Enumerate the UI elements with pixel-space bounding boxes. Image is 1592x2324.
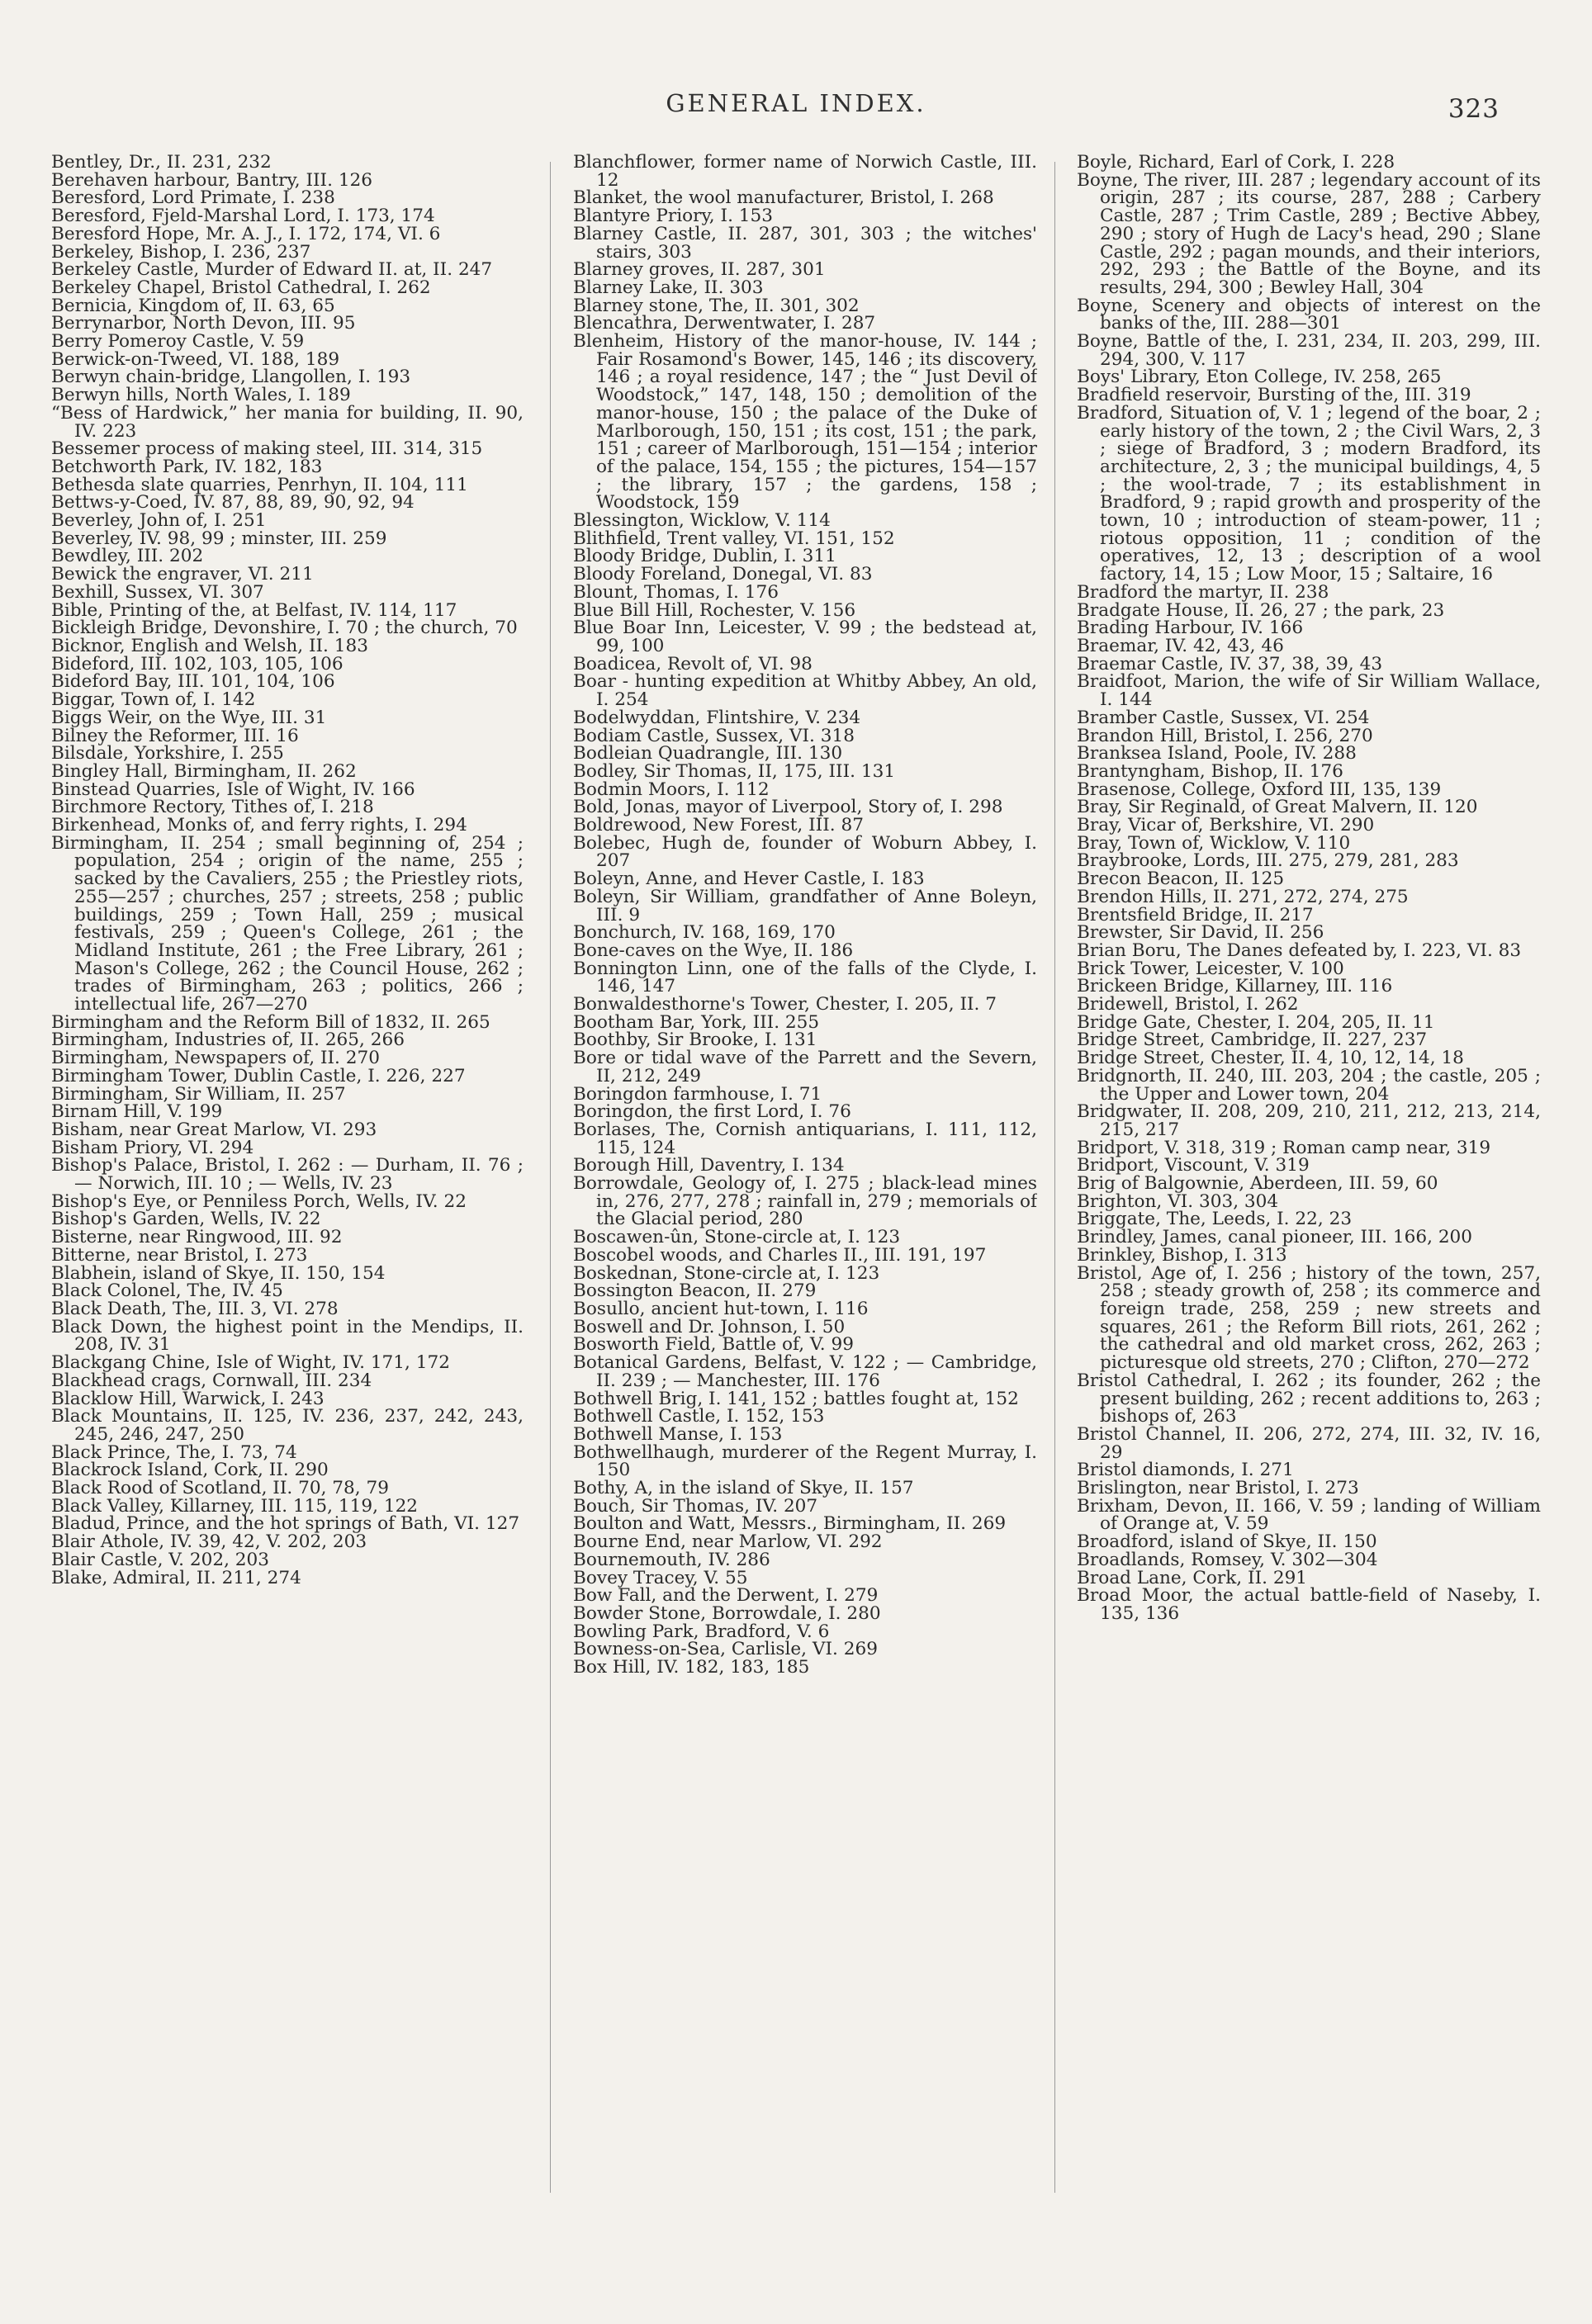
index-entry: Brentsfield Bridge, II. 217 [1077,904,1314,925]
index-entry: Bossington Beacon, II. 279 [573,1280,817,1302]
index-entry: Bothwell Manse, I. 153 [573,1423,783,1445]
index-entry: Betchworth Park, IV. 182, 183 [51,456,323,477]
index-entry: Blithfield, Trent valley, VI. 151, 152 [573,528,895,549]
index-entry: Bewdley, III. 202 [51,546,204,567]
index-entry: Brickeen Bridge, Killarney, III. 116 [1077,976,1393,997]
index-entry: Borrowdale, Geology of, I. 275 ; black-lead mines in, 276, 277, 278 ; rainfall in, 279 ; memorials of the Glacial period, 280 [573,1173,1037,1230]
index-entry: Bodiam Castle, Sussex, VI. 318 [573,725,855,746]
index-entry: Bilney the Reformer, III. 16 [51,725,299,746]
index-entry: Bowder Stone, Borrowdale, I. 280 [573,1602,881,1624]
index-entry: Biggs Weir, on the Wye, III. 31 [51,707,327,728]
index-entry: Bodleian Quadrangle, III. 130 [573,743,843,764]
index-entry: Bray, Town of, Wicklow, V. 110 [1077,832,1351,854]
index-entry: Blue Boar Inn, Leicester, V. 99 ; the bedstead at, 99, 100 [573,618,1037,656]
index-entry: Black Death, The, III. 3, VI. 278 [51,1299,339,1319]
index-entry: Birmingham, II. 254 ; small beginning of, 254 ; population, 254 ; origin of the name, 255 ; sacked by the Cavaliers, 255 ; the Priestley riots, 255—257 ; churches, 257 ; streets, 258 ; public buildings, 259 ; Town Hall, 259 ; musical festivals, 259 ; Queen's College, 261 ; the Midland Institute, 261 ; the Free Library, 261 ; Mason's College, 262 ; the Council House, 262 ; trades of Birmingham, 263 ; politics, 266 ; intellectual life, 267—270 [51,832,524,1015]
index-entry: Beverley, John of, I. 251 [51,510,267,532]
index-entry: Boothby, Sir Brooke, I. 131 [573,1029,817,1051]
index-entry: Brewster, Sir David, II. 256 [1077,922,1324,944]
index-entry: Black Down, the highest point in the Mendips, II. 208, IV. 31 [51,1316,524,1356]
index-entry: Blantyre Priory, I. 153 [573,206,774,227]
index-entry: Broad Moor, the actual battle-field of Naseby, I. 135, 136 [1077,1585,1541,1624]
index-entry: Bridgnorth, II. 240, III. 203, 204 ; the castle, 205 ; the Upper and Lower town, 204 [1077,1065,1541,1105]
index-entry: Braemar Castle, IV. 37, 38, 39, 43 [1077,653,1383,674]
index-entry: Bessemer process of making steel, III. 314, 315 [51,438,483,460]
index-entry: Boleyn, Anne, and Hever Castle, I. 183 [573,869,925,890]
index-entry: Bradford, Situation of, V. 1 ; legend of the boar, 2 ; early history of the town, 2 ; the Civil Wars, 2, 3 ; siege of Bradford, 3 ; modern Bradford, its architecture, 2, 3 ; the municipal buildings, 4, 5 ; the wool-trade, 7 ; its establishment in Bradford, 9 ; rapid growth and prosperity of the town, 10 ; introduction of steam-power, 11 ; riotous opposition, 11 ; condition of the operatives, 12, 13 ; description of a wool factory, 14, 15 ; Low Moor, 15 ; Saltaire, 16 [1077,402,1541,585]
column-divider [550,162,551,2193]
index-entry: Blair Athole, IV. 39, 42, V. 202, 203 [51,1531,367,1553]
index-entry: Boleyn, Sir William, grandfather of Anne Boleyn, III. 9 [573,886,1037,925]
index-entry: Boyne, Scenery and objects of interest on the banks of the, III. 288—301 [1077,295,1541,334]
index-entry: Boar - hunting expedition at Whitby Abbey, An old, I. 254 [573,671,1037,711]
index-entry: Beverley, IV. 98, 99 ; minster, III. 259 [51,528,387,549]
index-entry: Birnam Hill, V. 199 [51,1101,223,1123]
index-entry: Bridge Gate, Chester, I. 204, 205, II. 11 [1077,1011,1435,1033]
index-entry: Brading Harbour, IV. 166 [1077,618,1304,639]
index-entry: Bone-caves on the Wye, II. 186 [573,940,854,961]
index-entry: Brig of Balgownie, Aberdeen, III. 59, 60 [1077,1173,1438,1195]
index-entry: Blacklow Hill, Warwick, I. 243 [51,1388,325,1409]
index-entry: Birchmore Rectory, Tithes of, I. 218 [51,797,374,818]
index-entry: Blarney Lake, II. 303 [573,277,764,298]
index-entry: Boyne, The river, III. 287 ; legendary account of its origin, 287 ; its course, 287, 288 ; Carbery Castle, 287 ; Trim Castle, 289 ; Bective Abbey, 290 ; story of Hugh de Lacy's head, 290 ; Slane Castle, 292 ; pagan mounds, and their interiors, 292, 293 ; the Battle of the Boyne, and its results, 294, 300 ; Bewley Hall, 304 [1077,169,1541,298]
index-entry: Bridge Street, Chester, II. 4, 10, 12, 14, 18 [1077,1048,1464,1069]
index-entry: Bloody Bridge, Dublin, I. 311 [573,546,836,567]
index-entry: Birmingham Tower, Dublin Castle, I. 226, 227 [51,1065,466,1086]
index-entry: Berkeley Chapel, Bristol Cathedral, I. 262 [51,277,431,298]
index-entry: Bowness-on-Sea, Carlisle, VI. 269 [573,1639,878,1660]
index-entry: Brecon Beacon, II. 125 [1077,869,1285,890]
index-entry: Boys' Library, Eton College, IV. 258, 265 [1077,367,1442,388]
index-entry: Braybrooke, Lords, III. 275, 279, 281, 283 [1077,850,1459,872]
index-entry: Berkeley, Bishop, I. 236, 237 [51,241,311,263]
index-entry: Bishop's Eye, or Penniless Porch, Wells, IV. 22 [51,1190,467,1212]
index-entry: Bold, Jonas, mayor of Liverpool, Story of, I. 298 [573,797,1003,818]
index-entry: Branksea Island, Poole, IV. 288 [1077,743,1357,764]
index-entry: Berwyn chain-bridge, Llangollen, I. 193 [51,367,411,388]
index-entry: Bridewell, Bristol, I. 262 [1077,994,1299,1015]
index-entry: Berehaven harbour, Bantry, III. 126 [51,169,373,191]
index-entry: Brislington, near Bristol, I. 273 [1077,1478,1359,1499]
index-entry: Boldrewood, New Forest, III. 87 [573,815,864,836]
index-entry: Birmingham, Industries of, II. 265, 266 [51,1029,405,1051]
index-entry: Bothwell Castle, I. 152, 153 [573,1406,825,1427]
index-entry: Brindley, James, canal pioneer, III. 166, 200 [1077,1227,1473,1248]
index-entry: Black Rood of Scotland, II. 70, 78, 79 [51,1478,389,1499]
index-entry: Bickleigh Bridge, Devonshire, I. 70 ; the church, 70 [51,618,518,639]
index-entry: Bore or tidal wave of the Parrett and the Severn, II, 212, 249 [573,1048,1037,1086]
index-entry: Blencathra, Derwentwater, I. 287 [573,313,876,334]
index-entry: Beresford, Lord Primate, I. 238 [51,187,335,209]
index-entry: Bridport, V. 318, 319 ; Roman camp near, 319 [1077,1137,1491,1158]
index-entry: Bootham Bar, York, III. 255 [573,1011,820,1033]
index-entry: Brantyngham, Bishop, II. 176 [1077,760,1343,782]
page-number: 323 [1447,94,1500,124]
index-entry: Bramber Castle, Sussex, VI. 254 [1077,707,1370,728]
index-entry: Bonnington Linn, one of the falls of the Clyde, I. 146, 147 [573,958,1037,997]
index-entry: Boulton and Watt, Messrs., Birmingham, II. 269 [573,1513,1007,1535]
index-entry: Bosworth Field, Battle of, V. 99 [573,1334,854,1356]
index-entry: Bloody Foreland, Donegal, VI. 83 [573,564,873,585]
index-entry: Bodelwyddan, Flintshire, V. 234 [573,707,861,728]
index-entry: Bladud, Prince, and the hot springs of Bath, VI. 127 [51,1513,520,1535]
index-entry: Bristol, Age of, I. 256 ; history of the town, 257, 258 ; steady growth of, 258 ; its commerce and foreign trade, 258, 259 ; new streets and squares, 261 ; the Reform Bill riots, 261, 262 ; the cathedral and old market cross, 262, 263 ; picturesque old streets, 270 ; Clifton, 270—272 [1077,1262,1541,1374]
index-entry: Bothy, A, in the island of Skye, II. 157 [573,1478,914,1499]
index-entry: Blarney Castle, II. 287, 301, 303 ; the witches' stairs, 303 [573,223,1037,263]
index-entry: Berwick-on-Tweed, VI. 188, 189 [51,348,340,370]
index-entry: Braemar, IV. 42, 43, 46 [1077,635,1284,656]
index-entry: Bristol Cathedral, I. 262 ; its founder, 262 ; the present building, 262 ; recent additions to, 263 ; bishops of, 263 [1077,1370,1541,1427]
index-entry: Brendon Hills, II. 271, 272, 274, 275 [1077,886,1409,907]
index-entry: Berkeley Castle, Murder of Edward II. at, II. 247 [51,259,493,281]
index-entry: Brinkley, Bishop, I. 313 [1077,1244,1287,1266]
running-title: GENERAL INDEX. [666,89,926,117]
index-entry: Bosullo, ancient hut-town, I. 116 [573,1299,869,1319]
index-entry: Blackgang Chine, Isle of Wight, IV. 171, 172 [51,1352,450,1374]
index-entry: Brixham, Devon, II. 166, V. 59 ; landing of William of Orange at, V. 59 [1077,1495,1541,1535]
index-entry: Bolebec, Hugh de, founder of Woburn Abbey, I. 207 [573,832,1037,872]
index-entry: Black Valley, Killarney, III. 115, 119, 122 [51,1495,419,1517]
index-entry: Bothwell Brig, I. 141, 152 ; battles fought at, 152 [573,1388,1019,1409]
index-entry: “Bess of Hardwick,” her mania for building, II. 90, IV. 223 [51,402,524,442]
index-entry: Bettws-y-Coed, IV. 87, 88, 89, 90, 92, 94 [51,492,415,514]
index-entry: Black Colonel, The, IV. 45 [51,1280,283,1302]
index-entry: Biggar, Town of, I. 142 [51,689,256,711]
index-entry: Bradgate House, II. 26, 27 ; the park, 23 [1077,599,1445,621]
index-entry: Black Mountains, II. 125, IV. 236, 237, 242, 243, 245, 246, 247, 250 [51,1406,524,1445]
index-entry: Bernicia, Kingdom of, II. 63, 65 [51,295,335,316]
index-entry: Brighton, VI. 303, 304 [1077,1190,1279,1212]
index-entry: Blarney groves, II. 287, 301 [573,259,826,281]
index-entry: Bethesda slate quarries, Penrhyn, II. 104, 111 [51,474,468,495]
index-entry: Bridgwater, II. 208, 209, 210, 211, 212, 213, 214, 215, 217 [1077,1101,1541,1140]
index-entry: Blanket, the wool manufacturer, Bristol, I. 268 [573,187,994,209]
index-entry: Broadlands, Romsey, V. 302—304 [1077,1549,1378,1570]
index-entry: Bovey Tracey, V. 55 [573,1567,748,1588]
index-entry: Bible, Printing of the, at Belfast, IV. 114, 117 [51,599,457,621]
index-entry: Blabhein, island of Skye, II. 150, 154 [51,1262,386,1284]
index-entry: Bonchurch, IV. 168, 169, 170 [573,922,836,944]
index-entry: Boscawen-ûn, Stone-circle at, I. 123 [573,1227,901,1248]
index-entry: Bexhill, Sussex, VI. 307 [51,581,264,603]
index-entry: Blue Bill Hill, Rochester, V. 156 [573,599,856,621]
index-entry: Brian Boru, The Danes defeated by, I. 223, VI. 83 [1077,940,1522,961]
index-entry: Bentley, Dr., II. 231, 232 [51,154,272,173]
index-column-3 [1077,154,1541,2300]
index-entry: Boringdon, the first Lord, I. 76 [573,1101,851,1123]
index-entry: Bow Fall, and the Derwent, I. 279 [573,1585,879,1607]
index-entry: Bradford the martyr, II. 238 [1077,581,1329,603]
index-entry: Blake, Admiral, II. 211, 274 [51,1567,301,1588]
index-entry: Boadicea, Revolt of, VI. 98 [573,653,813,674]
page-header [0,89,1592,122]
index-entry: Bideford Bay, III. 101, 104, 106 [51,671,335,693]
index-column-2 [573,154,1037,2300]
index-entry: Birmingham, Newspapers of, II. 270 [51,1048,380,1069]
index-entry: Bishop's Garden, Wells, IV. 22 [51,1209,321,1230]
index-entry: Boswell and Dr. Johnson, I. 50 [573,1316,846,1337]
index-entry: Blessington, Wicklow, V. 114 [573,510,831,532]
index-entry: Bideford, III. 102, 103, 105, 106 [51,653,344,674]
index-entry: Briggate, The, Leeds, I. 22, 23 [1077,1209,1353,1230]
index-entry: Bray, Vicar of, Berkshire, VI. 290 [1077,815,1375,836]
index-entry: Bewick the engraver, VI. 211 [51,564,314,585]
index-entry: Bourne End, near Marlow, VI. 292 [573,1531,883,1553]
index-entry: Birmingham, Sir William, II. 257 [51,1083,346,1105]
index-entry: Bicknor, English and Welsh, II. 183 [51,635,369,656]
index-entry: Bouch, Sir Thomas, IV. 207 [573,1495,818,1517]
index-entry: Bristol Channel, II. 206, 272, 274, III. 32, IV. 16, 29 [1077,1423,1541,1463]
index-entry: Birmingham and the Reform Bill of 1832, II. 265 [51,1011,490,1033]
index-entry: Blackrock Island, Cork, II. 290 [51,1460,329,1481]
index-entry: Bisham Priory, VI. 294 [51,1137,254,1158]
index-entry: Binstead Quarries, Isle of Wight, IV. 166 [51,779,415,800]
index-entry: Beresford Hope, Mr. A. J., I. 172, 174, VI. 6 [51,223,441,244]
index-entry: Blount, Thomas, I. 176 [573,581,779,603]
index-entry: Boyle, Richard, Earl of Cork, I. 228 [1077,154,1395,173]
index-entry: Beresford, Fjeld-Marshal Lord, I. 173, 174 [51,206,435,227]
index-entry: Berwyn hills, North Wales, I. 189 [51,385,351,406]
index-entry: Bray, Sir Reginald, of Great Malvern, II. 120 [1077,797,1478,818]
column-divider [1054,162,1055,2193]
index-entry: Blarney stone, The, II. 301, 302 [573,295,860,316]
index-entry: Bisterne, near Ringwood, III. 92 [51,1227,343,1248]
index-column-1 [51,154,524,2300]
index-entry: Black Prince, The, I. 73, 74 [51,1441,297,1463]
index-entry: Blenheim, History of the manor-house, IV. 144 ; Fair Rosamond's Bower, 145, 146 ; its discovery, 146 ; a royal residence, 147 ; the “ Just Devil of Woodstock,” 147, 148, 150 ; demolition of the manor-house, 150 ; the palace of the Duke of Marlborough, 150, 151 ; its cost, 151 ; the park, 151 ; career of Marlborough, 151—154 ; interior of the palace, 154, 155 ; the pictures, 154—157 ; the library, 157 ; the gardens, 158 ; Woodstock, 159 [573,331,1037,514]
index-entry: Bournemouth, IV. 286 [573,1549,770,1570]
index-entry: Bristol diamonds, I. 271 [1077,1460,1294,1481]
index-entry: Bishop's Palace, Bristol, I. 262 : — Durham, II. 76 ; — Norwich, III. 10 ; — Wells, IV. 23 [51,1155,524,1195]
index-entry: Bothwellhaugh, murderer of the Regent Murray, I. 150 [573,1441,1037,1481]
index-entry: Broadford, island of Skye, II. 150 [1077,1531,1377,1553]
index-entry: Blair Castle, V. 202, 203 [51,1549,270,1570]
index-entry: Borough Hill, Daventry, I. 134 [573,1155,845,1176]
index-entry: Bitterne, near Bristol, I. 273 [51,1244,308,1266]
index-entry: Bodley, Sir Thomas, II, 175, III. 131 [573,760,896,782]
index-entry: Birkenhead, Monks of, and ferry rights, I. 294 [51,815,467,836]
index-entry: Blanchflower, former name of Norwich Castle, III. 12 [573,154,1037,191]
index-entry: Bridport, Viscount, V. 319 [1077,1155,1310,1176]
index-entry: Brandon Hill, Bristol, I. 256, 270 [1077,725,1373,746]
index-entry: Blackhead crags, Cornwall, III. 234 [51,1370,372,1391]
index-entry: Bowling Park, Bradford, V. 6 [573,1621,830,1642]
index-entry: Boringdon farmhouse, I. 71 [573,1083,822,1105]
index-entry: Bisham, near Great Marlow, VI. 293 [51,1119,377,1140]
index-entry: Box Hill, IV. 182, 183, 185 [573,1657,810,1678]
index-entry: Brasenose, College, Oxford III, 135, 139 [1077,779,1442,800]
index-entry: Bonwaldesthorne's Tower, Chester, I. 205, II. 7 [573,994,997,1015]
index-entry: Boskednan, Stone-circle at, I. 123 [573,1262,880,1284]
index-entry: Bodmin Moors, I. 112 [573,779,770,800]
index-entry: Berry Pomeroy Castle, V. 59 [51,331,305,353]
index-entry: Bilsdale, Yorkshire, I. 255 [51,743,284,764]
index-entry: Boscobel woods, and Charles II., III. 191, 197 [573,1244,987,1266]
index-entry: Borlases, The, Cornish antiquarians, I. 111, 112, 115, 124 [573,1119,1037,1158]
index-entry: Brick Tower, Leicester, V. 100 [1077,958,1344,979]
index-entry: Braidfoot, Marion, the wife of Sir William Wallace, I. 144 [1077,671,1541,711]
index-entry: Bridge Street, Cambridge, II. 227, 237 [1077,1029,1428,1051]
index-entry: Bradfield reservoir, Bursting of the, III. 319 [1077,385,1471,406]
index-entry: Boyne, Battle of the, I. 231, 234, II. 203, 299, III. 294, 300, V. 117 [1077,331,1541,370]
index-entry: Broad Lane, Cork, II. 291 [1077,1567,1308,1588]
index-entry: Bingley Hall, Birmingham, II. 262 [51,760,357,782]
index-entry: Botanical Gardens, Belfast, V. 122 ; — Cambridge, II. 239 ; — Manchester, III. 176 [573,1352,1037,1391]
index-entry: Berrynarbor, North Devon, III. 95 [51,313,356,334]
